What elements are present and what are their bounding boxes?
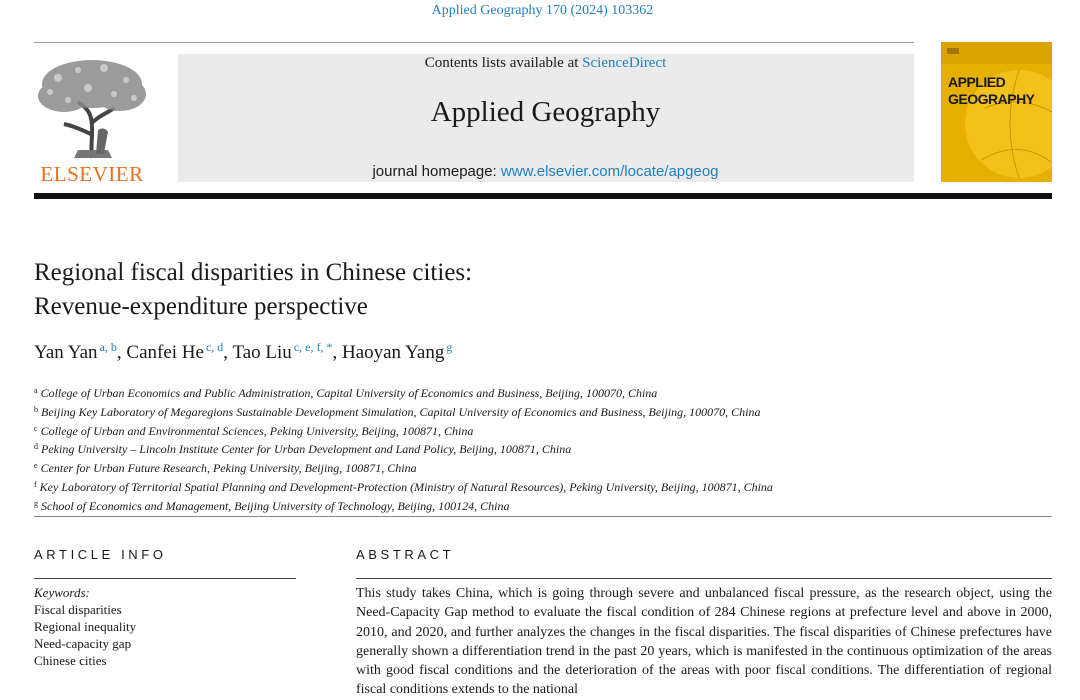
keyword-item: Chinese cities — [34, 653, 107, 668]
article-title-line1: Regional fiscal disparities in Chinese cities: — [34, 259, 473, 286]
affiliation-key: a — [34, 386, 38, 395]
affiliation-key: b — [34, 404, 38, 414]
affiliation-item — [34, 458, 1034, 477]
author-name[interactable]: Canfei He — [126, 342, 204, 363]
journal-cover-thumbnail[interactable] — [941, 42, 1052, 182]
affiliation-item — [34, 496, 1034, 515]
affiliation-text: Beijing Key Laboratory of Megaregions Sustainable Development Simulation, Capital University of Economics and Business, Beijing, 100070, China — [41, 404, 761, 419]
abstract-body: This study takes China, which is going through severe and unbalanced fiscal pressure, as the research object, using the Need-Capacity Gap method to evaluate the fiscal condition of 284 Chinese regions at prefecture level and above in 2000, 2010, and 2020, and further analyzes the changes in the fiscal disparities. The fiscal disparities of Chinese prefectures have generally shown a differentiation trend in the past 20 years, which is manifested in the continuous optimization of the areas with good fiscal conditions and the deterioration of the areas with poor fiscal conditions. The differentiation of regional fiscal conditions extends to the national — [356, 586, 1052, 698]
journal-title: Applied Geography — [430, 96, 661, 128]
abstract-rule — [356, 578, 1052, 579]
affiliation-item — [34, 402, 1034, 421]
journal-homepage — [0, 163, 1080, 180]
homepage-prefix: journal homepage: — [372, 163, 501, 180]
journal-homepage-link[interactable]: www.elsevier.com/locate/apgeog — [500, 163, 719, 180]
affiliation-text: College of Urban and Environmental Sciences, Peking University, Beijing, 100871, China — [40, 423, 474, 438]
header-thick-rule — [34, 193, 1052, 199]
author-name[interactable]: Haoyan Yang — [341, 342, 445, 363]
affiliation-key: g — [34, 498, 38, 508]
keyword-item: Fiscal disparities — [34, 602, 122, 617]
article-info-rule — [34, 578, 296, 579]
author-affiliation-marker[interactable]: a, b — [99, 340, 117, 354]
affiliation-list — [34, 383, 1034, 515]
keywords-block — [34, 584, 296, 669]
affiliation-key: c — [34, 423, 38, 433]
affiliation-item — [34, 477, 1034, 496]
keywords-label: Keywords: — [34, 585, 90, 600]
cover-globe-icon — [941, 42, 1052, 182]
affiliation-key: e — [34, 461, 38, 471]
author-name[interactable]: Yan Yan — [34, 342, 98, 363]
affiliation-key: f — [34, 479, 37, 489]
author-list: Yan Yan $^{a, b}$, Canfei He $^{c, d}$, Tao Liu $^{c, e, f, *}$, Haoyan Yang $^g$ — [34, 340, 453, 363]
author-affiliation-marker[interactable]: c, d — [205, 340, 224, 354]
cover-title-line1: APPLIED — [948, 74, 1006, 90]
cover-title-line2: GEOGRAPHY — [948, 91, 1035, 107]
article-title-line2: Revenue-expenditure perspective — [34, 293, 368, 320]
affiliation-item — [34, 421, 1034, 440]
affiliation-text: Center for Urban Future Research, Peking University, Beijing, 100871, China — [40, 461, 417, 476]
affiliation-text: Key Laboratory of Territorial Spatial Planning and Development-Protection (Ministry of Natural Resources), Peking University, Beijing, 100871, China — [39, 479, 773, 494]
journal-citation[interactable]: Applied Geography 170 (2024) 103362 — [431, 3, 654, 18]
author-affiliation-marker[interactable]: g — [446, 340, 453, 354]
sciencedirect-link[interactable]: ScienceDirect — [582, 55, 667, 71]
elsevier-wordmark: ELSEVIER — [40, 162, 144, 186]
cover-title — [948, 74, 1035, 108]
keyword-item: Need-capacity gap — [34, 636, 132, 651]
abstract-heading: ABSTRACT — [356, 547, 455, 562]
affiliation-text: Peking University – Lincoln Institute Center for Urban Development and Land Policy, Beijing, 100871, China — [41, 442, 572, 457]
header-divider — [34, 42, 914, 43]
affiliation-text: College of Urban Economics and Public Administration, Capital University of Economics and Business, Beijing, 100070, China — [40, 386, 658, 400]
affiliation-text: School of Economics and Management, Beijing University of Technology, Beijing, 100124, China — [41, 498, 510, 513]
contents-availability — [0, 55, 1080, 72]
author-name[interactable]: Tao Liu — [232, 342, 292, 363]
keyword-item: Regional inequality — [34, 619, 137, 634]
affiliation-key: d — [34, 442, 38, 452]
affiliation-item — [34, 439, 1034, 458]
affiliation-item — [34, 383, 1034, 402]
contents-prefix: Contents lists available at — [424, 55, 583, 71]
section-divider — [34, 516, 1052, 517]
author-affiliation-marker[interactable]: c, e, f, * — [293, 340, 333, 354]
article-title — [34, 256, 934, 324]
article-info-heading: ARTICLE INFO — [34, 547, 167, 562]
